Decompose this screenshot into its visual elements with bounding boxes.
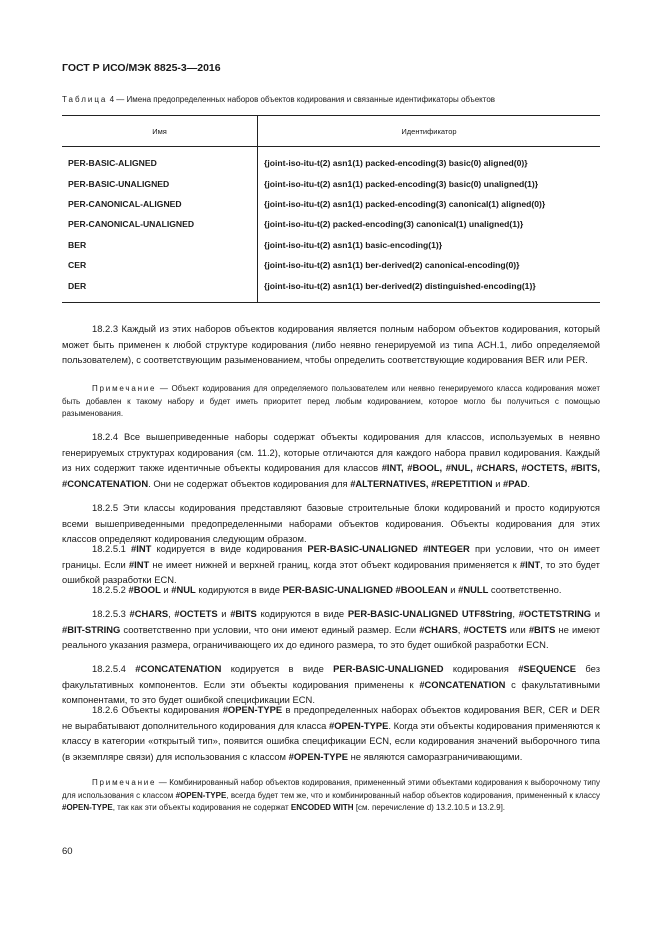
class-name: #BOOL [128,584,161,595]
column-header-identifier: Идентификатор [258,116,601,147]
class-names: #INT, #BOOL, #NUL, #CHARS, #OCTETS, #BITS, #CONCATENATION [62,462,600,489]
text: 18.2.5.1 [92,543,132,554]
class-name: #CHARS [419,623,458,635]
text: 18.2.5.3 [92,608,130,619]
set-name-cell: BER [62,235,258,255]
class-name: #BITS [528,623,556,635]
text: не являются саморазграничивающими. [348,750,523,762]
text: , [457,623,464,635]
class-name: PER-BASIC-UNALIGNED #BOOLEAN [282,584,448,595]
class-name: #OPEN-TYPE [222,704,283,715]
class-name: #SEQUENCE [518,663,577,674]
note-2 [62,777,600,815]
class-name: #BIT-STRING [62,623,121,635]
table-row [62,255,600,275]
class-name: #INT [128,558,150,570]
text: и [591,608,601,619]
paragraph-18-2-5: 18.2.5 Эти классы кодирования представляют базовые строительные блоки кодирований и просто кодируются всеми вышеприведенными предопределенными наборами объектов кодирования. Объекты кодирования для этих классов определяют кодирования следующим образом. [62,502,600,545]
class-name: #OPEN-TYPE [288,750,349,762]
text: , [512,608,519,619]
text: соответственно при условии, что они имеют единый размер. Если [120,623,420,635]
table-row [62,214,600,234]
note-1-text: — Объект кодирования для определяемого пользователем или неявно генерируемого класса кодирования может быть добавлен к такому набору и будет иметь приоритет перед любым кодированием, которое могло бы получиться с помощью разыменования. [62,384,600,419]
text: и [492,477,504,489]
text: [см. перечисление d) 13.2.10.5 и 13.2.9]. [353,803,506,813]
set-name-cell: PER-BASIC-UNALIGNED [62,173,258,193]
column-header-name: Имя [62,116,258,147]
table-row [62,235,600,255]
class-name: #OPEN-TYPE [62,803,113,813]
identifier-cell: {joint-iso-itu-t(2) asn1(1) ber-derived(2) canonical-encoding(0)} [264,260,520,271]
identifier-cell: {joint-iso-itu-t(2) asn1(1) ber-derived(2) distinguished-encoding(1)} [258,275,601,302]
identifier-cell: {joint-iso-itu-t(2) asn1(1) packed-encoding(3) basic(0) aligned(0)} [264,158,528,169]
class-name: #OPEN-TYPE [175,790,227,800]
note-1 [62,383,600,421]
text: , то это будет ошибкой разработки ECN. [62,558,600,586]
paragraph-18-2-5-2 [62,582,600,598]
document-header: ГОСТ Р ИСО/МЭК 8825-3—2016 [62,62,221,74]
note-1-label: Примечание [92,384,157,393]
class-name: #OPEN-TYPE [329,719,389,731]
table-row [62,147,600,174]
text: 18.2.5.4 [92,663,136,674]
text: , всегда будет тем же, что и комбинированный набор объектов кодирования, примененный к классу [226,790,600,800]
class-name: #CONCATENATION [135,663,222,674]
text: кодируются в виде [195,584,283,595]
text: , [168,608,175,619]
table-caption-text: 4 — Имена предопределенных наборов объектов кодирования и связанные идентификаторы объектов [107,95,496,104]
class-names: #PAD [503,477,528,489]
text: или [506,623,529,635]
table-caption [62,95,495,104]
text: и [217,608,231,619]
identifier-cell: {joint-iso-itu-t(2) asn1(1) packed-encoding(3) basic(0) unaligned(1)} [264,178,539,189]
text: кодируется в виде кодирования [151,543,308,554]
paragraph-18-2-6 [62,702,600,764]
text: не имеют реального указания размера, ограничивающего их до единого размера, то это будет ошибкой разработки ECN. [62,623,600,651]
text: соответственно. [488,584,562,595]
text: — Комбинированный набор объектов кодирования, примененный этими объектами кодирования к выборочному типу для использования с классом [62,778,600,800]
class-name: PER-BASIC-UNALIGNED #INTEGER [307,543,470,554]
set-name-cell: DER [62,275,258,302]
text: кодируются в виде [256,608,348,619]
paragraph-18-2-5-1 [62,541,600,588]
text: кодирования [443,663,519,674]
text: 18.2.5.2 [92,584,129,595]
identifier-cell: {joint-iso-itu-t(2) asn1(1) packed-encoding(3) canonical(1) aligned(0)} [264,198,546,209]
page-number: 60 [62,846,73,857]
encoding-sets-table [62,115,600,303]
text: , так как эти объекты кодирования не содержат [112,803,291,813]
class-name: PER-BASIC-UNALIGNED [333,663,444,674]
text: и [447,584,459,595]
keyword: ENCODED WITH [290,803,354,813]
table-caption-label: Таблица [62,95,108,104]
paragraph-18-2-3: 18.2.3 Каждый из этих наборов объектов кодирования является полным набором объектов кодирования, который может быть применен к любой структуре кодирования (либо неявно генерируемой из типа АСН.1, либо определяемой пользователем), с соответствующим разыменованием, чтобы определить соответствующие кодирования BER или PER. [62,323,600,366]
class-name: #INT [131,543,152,554]
text: с факультативными компонентами, то это будет ошибкой спецификации ECN. [62,678,600,706]
text: и [160,584,172,595]
class-name: #NUL [171,584,196,595]
paragraph-18-2-5-3 [62,606,600,653]
table-row [62,275,600,302]
set-name-cell: CER [62,255,258,275]
text: кодируется в виде [221,663,334,674]
class-name: #BITS [230,608,257,619]
text: в предопределенных наборах объектов кодирования BER, CER и DER не вырабатывают дополнительного кодирования для класса [62,704,600,731]
note-2-label: Примечание [92,778,157,787]
class-names: #ALTERNATIVES, #REPETITION [350,477,493,489]
class-name: #OCTETS [463,623,507,635]
text: . [527,477,530,489]
class-name: #OCTETS [174,608,218,619]
class-name: #OCTETSTRING [518,608,592,619]
text: 18.2.6 Объекты кодирования [92,704,223,715]
table-row [62,173,600,193]
identifier-cell: {joint-iso-itu-t(2) asn1(1) basic-encoding(1)} [264,239,443,250]
table-header-row [62,116,600,147]
text: . Когда эти объекты кодирования применяются к классу в категории «открытый тип», появится ошибка спецификации ECN, если кодирования значений выборочного типа (в экземпляре связи) для использования с классом [62,719,600,762]
class-name: #INT [519,558,541,570]
set-name-cell: PER-CANONICAL-ALIGNED [62,194,258,214]
class-name: #CHARS [129,608,169,619]
identifier-cell: {joint-iso-itu-t(2) packed-encoding(3) canonical(1) unaligned(1)} [264,219,524,230]
text: при условии, что он имеет границы. Если [62,543,600,570]
table-row [62,194,600,214]
text: 18.2.4 Все вышеприведенные наборы содержат объекты кодирования для классов, используемых в неявно генерируемых структурах кодирования (см. 11.2), которые отличаются для каждого набора правил кодирования. Каждый из них содержит также идентичные объекты кодирования для классов [62,431,600,474]
class-name: #NULL [458,584,489,595]
text: без факультативных компонентов. Если эти объекты кодирования применены к [62,663,600,690]
paragraph-18-2-4 [62,429,600,491]
set-name-cell: PER-CANONICAL-UNALIGNED [62,214,258,234]
set-name-cell: PER-BASIC-ALIGNED [62,147,258,174]
class-name: #CONCATENATION [419,678,506,690]
text: . Они не содержат объектов кодирования для [148,477,351,489]
class-name: PER-BASIC-UNALIGNED UTF8String [347,608,513,619]
paragraph-18-2-5-4 [62,661,600,708]
text: не имеет нижней и верхней границ, когда этот объект кодирования применяется к [149,558,520,570]
